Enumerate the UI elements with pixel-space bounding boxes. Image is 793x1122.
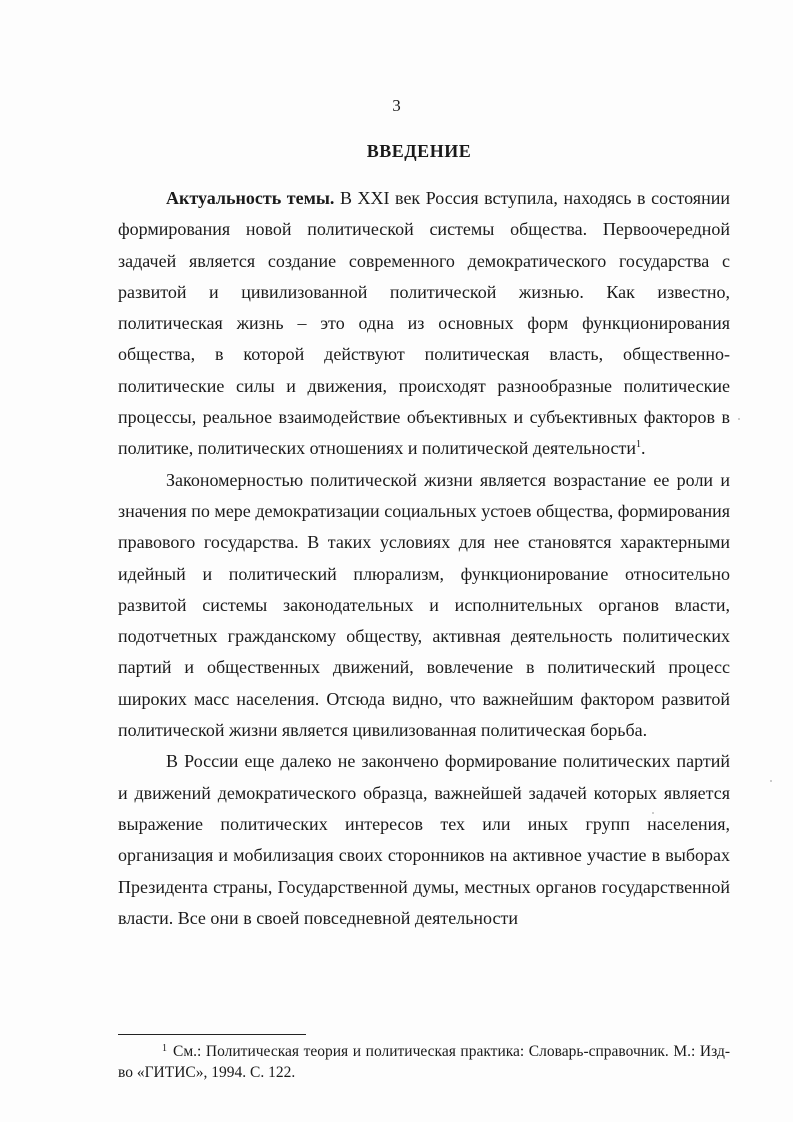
- scan-speck: [770, 780, 772, 782]
- scan-speck: [738, 418, 740, 420]
- footnote-divider: [118, 1034, 306, 1035]
- footnote-number: 1: [162, 1043, 167, 1054]
- paragraph-relevance: [118, 183, 730, 465]
- footnote: [118, 1041, 730, 1083]
- paragraph-regularity: Закономерностью политической жизни является возрастание ее роли и значения по мере демократизации социальных устоев общества, формирования правового государства. В таких условиях для нее становятся характерными идейный и политический плюрализм, функционирование относительно развитой системы законодательных и исполнительных органов власти, подотчетных гражданскому обществу, активная деятельность политических партий и общественных движений, вовлечение в политический процесс широких масс населения. Отсюда видно, что важнейшим фактором развитой политической жизни является цивилизованная политическая борьба.: [118, 469, 730, 741]
- paragraph-russia-parties: В России еще далеко не закончено формирование политических партий и движений демократического образца, важнейшей задачей которых является выражение политических интересов тех или иных групп населения, организация и мобилизация своих сторонников на активное участие в выборах Президента страны, Государственной думы, местных органов государственной власти. Все они в своей повседневной деятельности: [118, 751, 730, 928]
- footnote-reference: 1: [635, 439, 641, 451]
- footnote-text: См.: Политическая теория и политическая практика: Словарь-справочник. М.: Изд-во «ГИТИС», 1994. С. 122.: [118, 1043, 730, 1081]
- section-heading: ВВЕДЕНИЕ: [366, 141, 472, 161]
- scan-speck: [652, 812, 654, 814]
- paragraph-text: В XXI век Россия вступила, находясь в состоянии формирования новой политической системы общества. Первоочередной задачей является создание современного демократического государства с развитой и цивилизованной политической жизнью. Как известно, политическая жизнь – это одна из основных форм функционирования общества, в которой действуют политическая власть, общественно-политические силы и движения, происходят разнообразные политические процессы, реальное взаимодействие объективных и субъективных факторов в политике, политических отношениях и политической деятельности: [118, 188, 730, 459]
- body-text: [118, 183, 730, 934]
- paragraph-end: .: [640, 438, 646, 459]
- page-number: 3: [392, 96, 401, 115]
- paragraph-lead: Актуальность темы.: [166, 188, 335, 208]
